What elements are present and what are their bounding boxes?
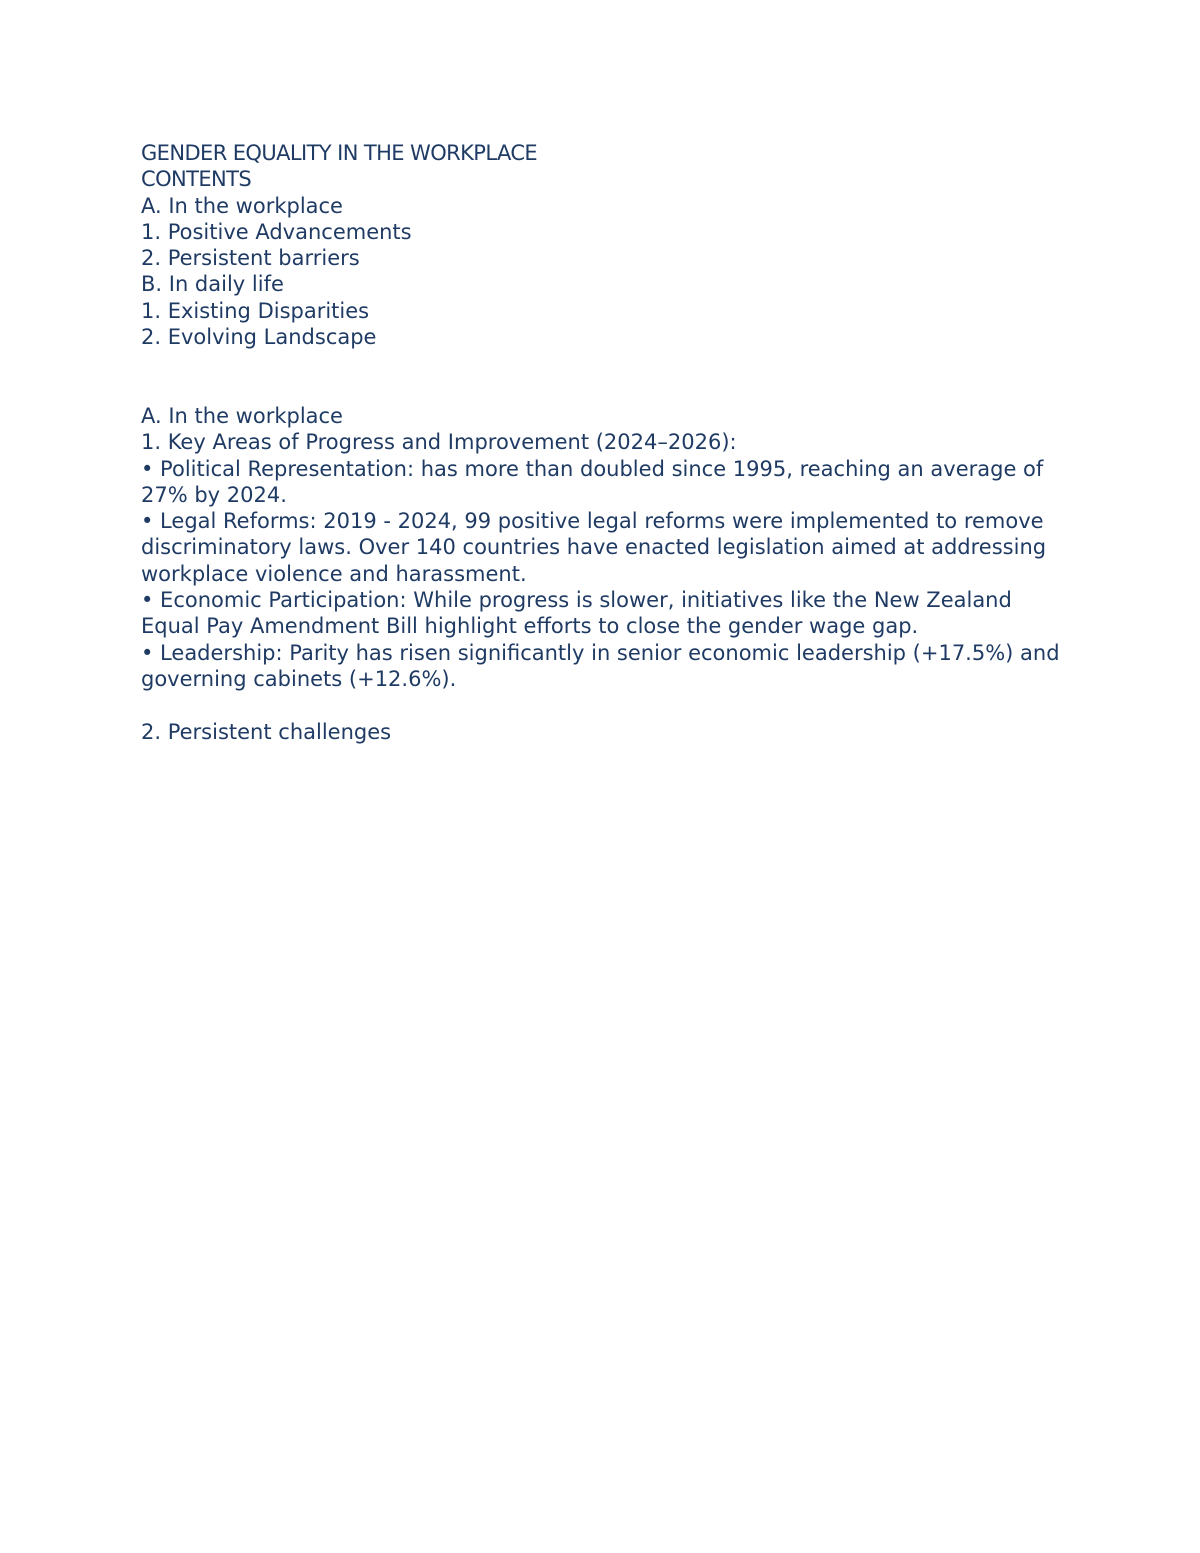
toc-item: B. In daily life [141,272,284,297]
spacer [141,350,1061,403]
toc-item: 2. Evolving Landscape [141,325,377,350]
section-a-heading: A. In the workplace [141,403,343,428]
spacer [141,692,1061,718]
bullet-economic-participation: • Economic Participation: While progress is slower, initiatives like the New Zealand Equal Pay Amendment Bill highlight efforts to close the gender wage gap. [141,588,1012,639]
document-title: GENDER EQUALITY IN THE WORKPLACE [141,141,538,165]
section-a-sub2-heading: 2. Persistent challenges [141,719,392,744]
section-a-sub1-heading: 1. Key Areas of Progress and Improvement (2024–2026): [141,430,737,455]
toc-item: 2. Persistent barriers [141,246,360,271]
bullet-legal-reforms: • Legal Reforms: 2019 - 2024, 99 positive legal reforms were implemented to remove discriminatory laws. Over 140 countries have enacted legislation aimed at addressing workplace violence and harassment. [141,509,1047,586]
toc-item: 1. Existing Disparities [141,298,370,323]
bullet-leadership: • Leadership: Parity has risen significantly in senior economic leadership (+17.5%) and governing cabinets (+12.6%). [141,640,1060,691]
bullet-political-representation: • Political Representation: has more than doubled since 1995, reaching an average of 27% by 2024. [141,456,1044,507]
toc-item: A. In the workplace [141,193,343,218]
toc-item: 1. Positive Advancements [141,219,412,244]
contents-heading: CONTENTS [141,167,252,192]
document-body [141,140,1061,745]
